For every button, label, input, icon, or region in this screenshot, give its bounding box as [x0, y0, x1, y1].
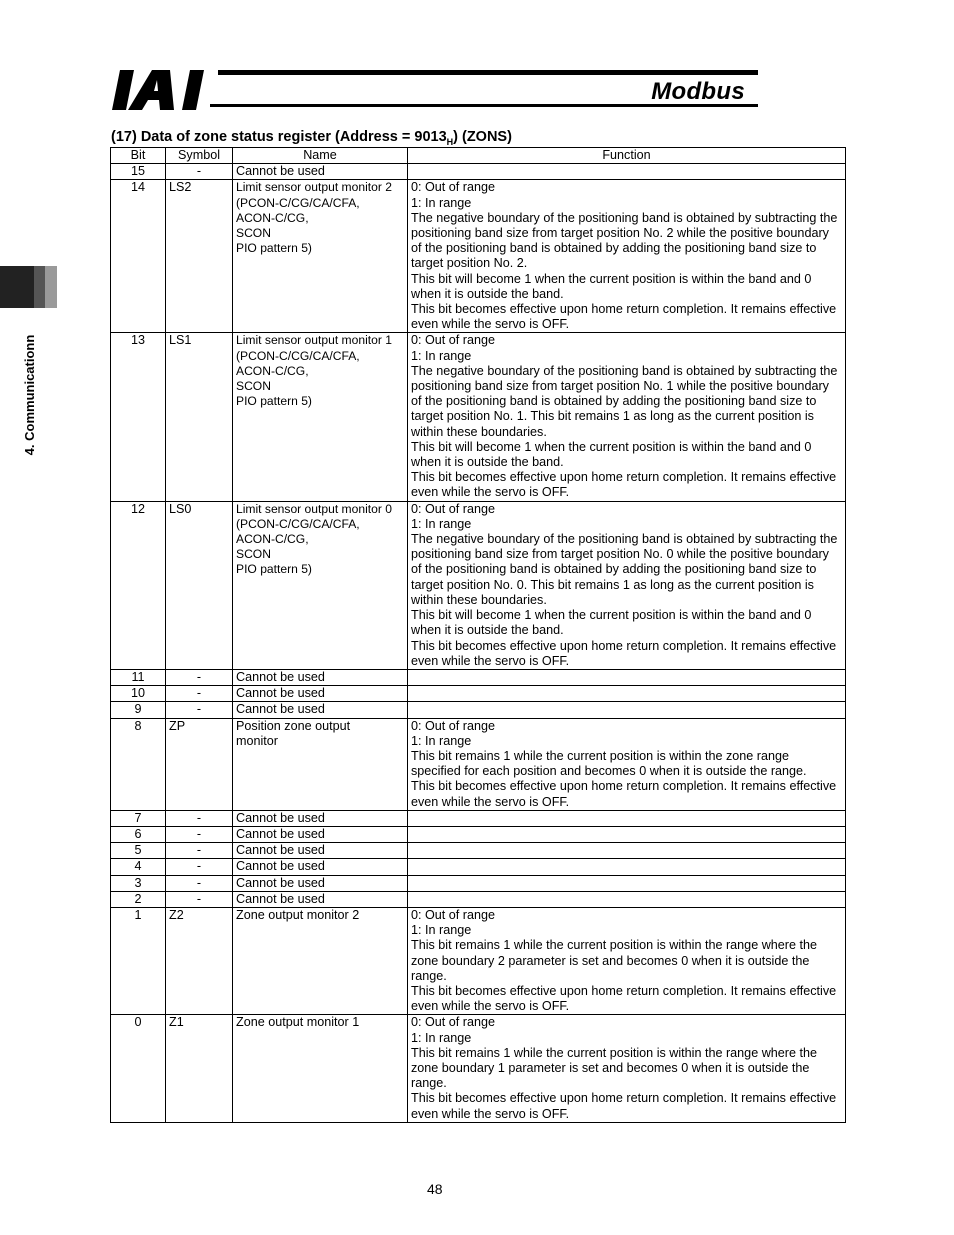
bit-cell: 9 — [111, 702, 166, 718]
function-cell — [408, 843, 846, 859]
name-cell: Limit sensor output monitor 0 (PCON-C/CG/CA/CFA, ACON-C/CG, SCON PIO pattern 5) — [233, 501, 408, 669]
function-cell — [408, 718, 846, 810]
name-cell: Cannot be used — [233, 891, 408, 907]
bit-cell: 10 — [111, 686, 166, 702]
table-row — [111, 1015, 846, 1122]
symbol-cell: - — [166, 702, 233, 718]
function-cell — [408, 686, 846, 702]
chapter-tab-marker-light — [45, 266, 57, 308]
bit-cell: 14 — [111, 180, 166, 333]
symbol-cell: - — [166, 875, 233, 891]
function-line: 0: Out of range — [411, 907, 496, 922]
bit-cell: 13 — [111, 333, 166, 501]
table-row — [111, 669, 846, 685]
symbol-cell: - — [166, 669, 233, 685]
iai-logo — [112, 70, 212, 110]
name-cell: Cannot be used — [233, 859, 408, 875]
function-line: 0: Out of range — [411, 501, 496, 516]
header-rule-top — [218, 70, 758, 75]
table-row — [111, 810, 846, 826]
function-cell — [408, 826, 846, 842]
function-line: 1: In range — [411, 923, 472, 938]
bit-cell: 4 — [111, 859, 166, 875]
function-line: This bit becomes effective upon home return completion. It remains effective even while the servo is OFF. — [411, 302, 837, 332]
symbol-cell: LS0 — [166, 501, 233, 669]
function-line: This bit becomes effective upon home return completion. It remains effective even while the servo is OFF. — [411, 779, 837, 809]
symbol-cell: - — [166, 891, 233, 907]
section-title-subscript: H — [446, 136, 454, 147]
name-cell: Cannot be used — [233, 810, 408, 826]
function-line: This bit remains 1 while the current position is within the zone range specified for each position and becomes 0 when it is outside the range. — [411, 748, 807, 779]
function-line: 1: In range — [411, 195, 472, 210]
table-row — [111, 501, 846, 669]
function-cell — [408, 891, 846, 907]
function-line: This bit will become 1 when the current position is within the band and 0 when it is outside the band. — [411, 271, 812, 301]
bit-cell: 15 — [111, 164, 166, 180]
name-cell: Zone output monitor 1 — [233, 1015, 408, 1122]
table-row — [111, 702, 846, 718]
function-cell — [408, 164, 846, 180]
function-line: The negative boundary of the positioning band is obtained by subtracting the positioning band size from target position No. 1 while the positive boundary of the positioning band is obtained by adding the positioning band size to target position No. 1. This bit remains 1 as long as the current position is within these boundaries. — [411, 363, 838, 439]
symbol-cell: - — [166, 164, 233, 180]
name-cell: Cannot be used — [233, 164, 408, 180]
table-row — [111, 843, 846, 859]
table-row — [111, 718, 846, 810]
bit-cell: 5 — [111, 843, 166, 859]
function-cell — [408, 810, 846, 826]
name-cell: Position zone output monitor — [233, 718, 408, 810]
function-cell — [408, 180, 846, 333]
chapter-label: 4. Communicationn — [22, 334, 37, 456]
bit-cell: 7 — [111, 810, 166, 826]
bit-cell: 1 — [111, 907, 166, 1014]
function-cell — [408, 669, 846, 685]
symbol-cell: - — [166, 859, 233, 875]
function-line: This bit remains 1 while the current position is within the range where the zone boundary 1 parameter is set and becomes 0 when it is outside the range. — [411, 1045, 818, 1091]
symbol-cell: LS2 — [166, 180, 233, 333]
symbol-cell: - — [166, 826, 233, 842]
symbol-cell: ZP — [166, 718, 233, 810]
function-cell — [408, 501, 846, 669]
column-header-bit: Bit — [111, 148, 166, 164]
function-line: This bit becomes effective upon home return completion. It remains effective even while the servo is OFF. — [411, 983, 837, 1014]
function-line: 0: Out of range — [411, 180, 496, 195]
function-line: 0: Out of range — [411, 1015, 496, 1030]
function-cell — [408, 1015, 846, 1122]
table-row — [111, 907, 846, 1014]
symbol-cell: - — [166, 686, 233, 702]
bit-cell: 8 — [111, 718, 166, 810]
name-cell: Cannot be used — [233, 826, 408, 842]
function-line: 0: Out of range — [411, 333, 496, 348]
function-line: This bit will become 1 when the current position is within the band and 0 when it is outside the band. — [411, 608, 812, 638]
table-row — [111, 875, 846, 891]
name-cell: Zone output monitor 2 — [233, 907, 408, 1014]
symbol-cell: - — [166, 810, 233, 826]
name-cell: Limit sensor output monitor 1 (PCON-C/CG/CA/CFA, ACON-C/CG, SCON PIO pattern 5) — [233, 333, 408, 501]
bit-cell: 3 — [111, 875, 166, 891]
column-header-symbol: Symbol — [166, 148, 233, 164]
function-line: This bit will become 1 when the current position is within the band and 0 when it is outside the band. — [411, 439, 812, 470]
function-line: 1: In range — [411, 733, 472, 748]
name-cell: Cannot be used — [233, 702, 408, 718]
header-title: Modbus — [651, 78, 745, 105]
name-cell: Cannot be used — [233, 875, 408, 891]
name-cell: Cannot be used — [233, 669, 408, 685]
function-line: This bit becomes effective upon home return completion. It remains effective even while the servo is OFF. — [411, 470, 837, 500]
function-cell — [408, 875, 846, 891]
section-title — [111, 129, 512, 147]
column-header-name: Name — [233, 148, 408, 164]
table-row — [111, 180, 846, 333]
table-row — [111, 859, 846, 875]
name-cell: Cannot be used — [233, 686, 408, 702]
function-cell — [408, 702, 846, 718]
name-cell: Cannot be used — [233, 843, 408, 859]
function-line: 1: In range — [411, 1030, 472, 1045]
table-row — [111, 164, 846, 180]
symbol-cell: Z2 — [166, 907, 233, 1014]
function-cell — [408, 859, 846, 875]
chapter-tab-marker-mid — [34, 266, 45, 308]
symbol-cell: - — [166, 843, 233, 859]
name-cell: Limit sensor output monitor 2 (PCON-C/CG/CA/CFA, ACON-C/CG, SCON PIO pattern 5) — [233, 180, 408, 333]
table-row — [111, 891, 846, 907]
function-line: 1: In range — [411, 348, 472, 363]
function-cell — [408, 333, 846, 501]
table-row — [111, 333, 846, 501]
table-header-row — [111, 148, 846, 164]
section-title-suffix: ) (ZONS) — [453, 129, 512, 145]
function-line: The negative boundary of the positioning band is obtained by subtracting the positioning band size from target position No. 0 while the positive boundary of the positioning band is obtained by adding the positioning band size to target position No. 0. This bit remains 1 as long as the current position is within these boundaries. — [411, 532, 838, 607]
bit-cell: 0 — [111, 1015, 166, 1122]
symbol-cell: LS1 — [166, 333, 233, 501]
section-title-text: (17) Data of zone status register (Address = 9013 — [111, 129, 447, 145]
page-number: 48 — [427, 1181, 443, 1197]
symbol-cell: Z1 — [166, 1015, 233, 1122]
bit-cell: 12 — [111, 501, 166, 669]
table-row — [111, 686, 846, 702]
chapter-tab-marker — [0, 266, 34, 308]
function-line: This bit becomes effective upon home return completion. It remains effective even while the servo is OFF. — [411, 638, 837, 668]
zone-status-register-table — [110, 147, 846, 1123]
function-line: This bit becomes effective upon home return completion. It remains effective even while the servo is OFF. — [411, 1091, 837, 1121]
function-line: The negative boundary of the positioning band is obtained by subtracting the positioning band size from target position No. 2 while the positive boundary of the positioning band is obtained by adding the positioning band size to target position No. 2. — [411, 210, 838, 271]
table-row — [111, 826, 846, 842]
column-header-function: Function — [408, 148, 846, 164]
function-line: 0: Out of range — [411, 718, 496, 733]
function-line: 1: In range — [411, 516, 472, 531]
function-cell — [408, 907, 846, 1014]
function-line: This bit remains 1 while the current position is within the range where the zone boundary 2 parameter is set and becomes 0 when it is outside the range. — [411, 938, 818, 983]
bit-cell: 2 — [111, 891, 166, 907]
table-body — [111, 164, 846, 1123]
bit-cell: 6 — [111, 826, 166, 842]
bit-cell: 11 — [111, 669, 166, 685]
